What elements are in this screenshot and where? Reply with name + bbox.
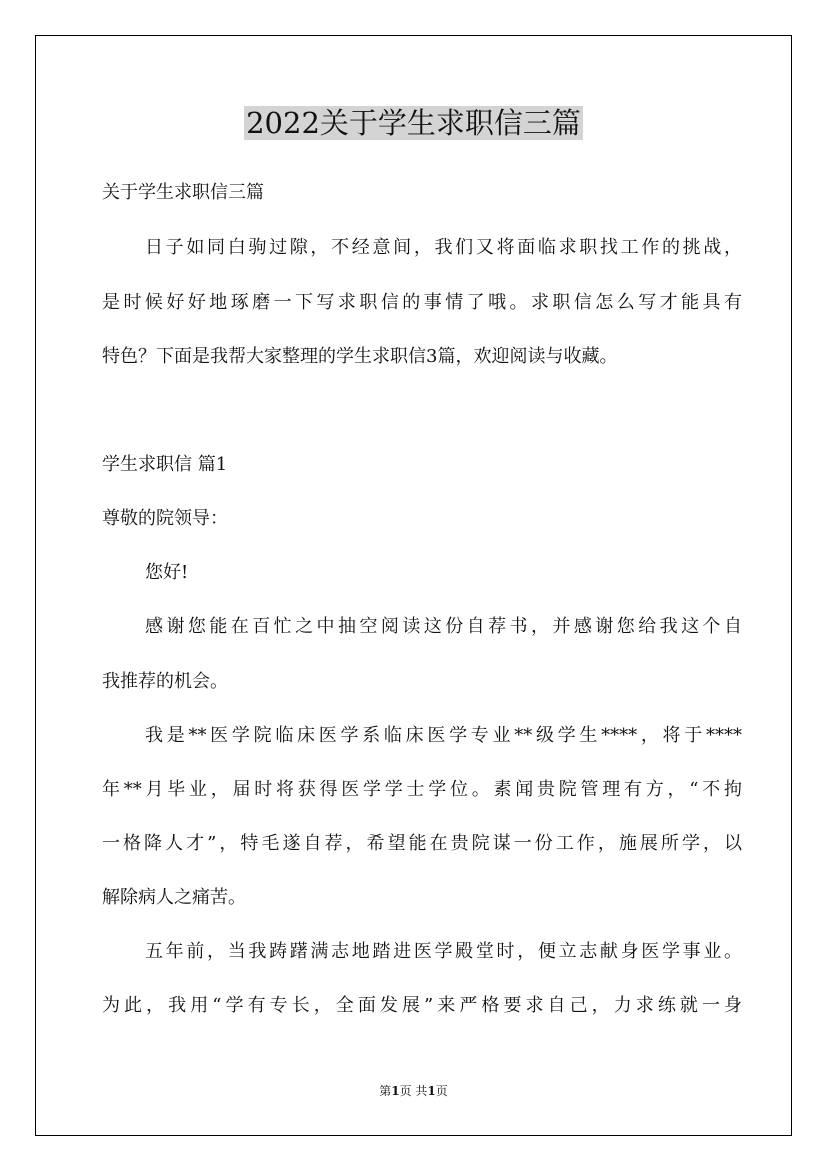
footer-total-pages: 1 bbox=[427, 1084, 436, 1098]
paragraph-3-line-2: 为此，我用“学有专长，全面发展”来严格要求自己，力求练就一身 bbox=[102, 995, 742, 1016]
paragraph-1-line-2: 我推荐的机会。 bbox=[102, 671, 228, 692]
document-title-text: 2022关于学生求职信三篇 bbox=[246, 106, 581, 140]
paragraph-2-line-2: 年**月毕业，届时将获得医学学士学位。素闻贵院管理有方，“不拘 bbox=[102, 779, 742, 800]
paragraph-2-line-3: 一格降人才”，特毛遂自荐，希望能在贵院谋一份工作，施展所学，以 bbox=[102, 833, 742, 854]
intro-line-3: 特色？下面是我帮大家整理的学生求职信3篇，欢迎阅读与收藏。 bbox=[102, 346, 618, 367]
salutation: 尊敬的院领导： bbox=[102, 508, 228, 529]
section-heading: 关于学生求职信三篇 bbox=[102, 182, 264, 203]
document-title bbox=[0, 104, 827, 142]
footer-middle: 页 共 bbox=[399, 1084, 428, 1098]
footer-suffix: 页 bbox=[435, 1084, 448, 1098]
footer-page-number: 1 bbox=[391, 1084, 400, 1098]
page-footer bbox=[0, 1083, 827, 1099]
paragraph-1-line-1: 感谢您能在百忙之中抽空阅读这份自荐书，并感谢您给我这个自 bbox=[145, 616, 742, 637]
letter-heading: 学生求职信 篇1 bbox=[102, 454, 228, 475]
paragraph-2-line-4: 解除病人之痛苦。 bbox=[102, 887, 246, 908]
paragraph-2-line-1: 我是**医学院临床医学系临床医学专业**级学生****，将于**** bbox=[145, 725, 742, 746]
greeting: 您好! bbox=[145, 562, 189, 583]
footer-prefix: 第 bbox=[379, 1084, 392, 1098]
intro-line-1: 日子如同白驹过隙，不经意间，我们又将面临求职找工作的挑战， bbox=[145, 237, 742, 258]
paragraph-3-line-1: 五年前，当我踌躇满志地踏进医学殿堂时，便立志献身医学事业。 bbox=[145, 941, 742, 962]
intro-line-2: 是时候好好地琢磨一下写求职信的事情了哦。求职信怎么写才能具有 bbox=[102, 292, 742, 313]
